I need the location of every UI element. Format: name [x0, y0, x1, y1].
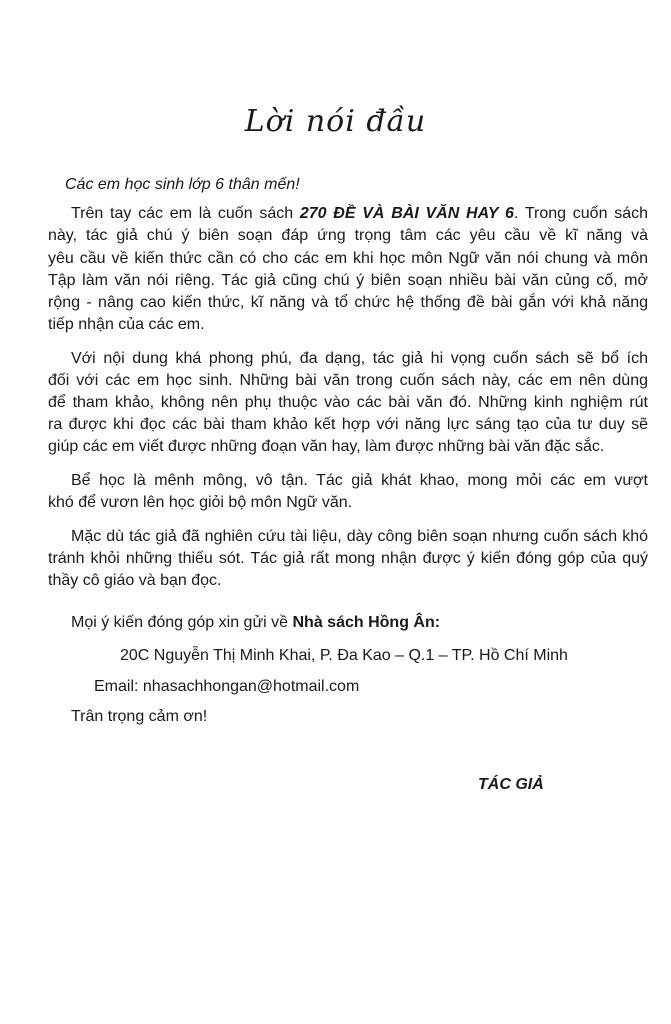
- paragraph-3-line-1: Bể học là mênh mông, vô tận. Tác giả khát khao, mong mỏi các em vượt: [71, 472, 648, 489]
- paragraph-4-line-1: Mặc dù tác giả đã nghiên cứu tài liệu, dày công biên soạn nhưng cuốn sách khó: [71, 528, 648, 545]
- book-title: 270 ĐỀ VÀ BÀI VĂN HAY 6: [299, 205, 514, 222]
- paragraph-2-line-1: Với nội dung khá phong phú, đa dạng, tác giả hi vọng cuốn sách sẽ bổ ích: [71, 350, 648, 367]
- text: Trên tay các em là cuốn sách: [71, 205, 300, 222]
- greeting: Các em học sinh lớp 6 thân mến!: [65, 176, 300, 193]
- paragraph-1-line-5: rộng - nâng cao kiến thức, kĩ năng và tổ chức hệ thống đề bài gắn với khả năng: [48, 294, 648, 311]
- paragraph-1-line-1: [48, 203, 648, 225]
- publisher-name: Nhà sách Hồng Ân: [292, 614, 435, 631]
- paragraph-1-line-4: Tập làm văn nói riêng. Tác giả cũng chú ý biên soạn nhiều bài văn củng cố, mở: [48, 272, 648, 289]
- paragraph-4-line-2: tránh khỏi những thiếu sót. Tác giả rất mong nhận được ý kiến đóng góp của quý: [48, 550, 648, 567]
- page-title: Lời nói đầu: [244, 104, 427, 139]
- paragraph-4-line-3: thầy cô giáo và bạn đọc.: [48, 572, 222, 589]
- paragraph-3-line-2: khó để vươn lên học giỏi bộ môn Ngữ văn.: [48, 494, 353, 511]
- paragraph-2-line-3: để tham khảo, không nên phụ thuộc vào các bài văn đó. Những kinh nghiệm rút: [48, 394, 648, 411]
- colon: :: [434, 614, 441, 631]
- signature: TÁC GIẢ: [478, 776, 544, 793]
- contact-intro: [48, 612, 648, 634]
- text: Mọi ý kiến đóng góp xin gửi về: [71, 614, 293, 631]
- paragraph-1-line-6: tiếp nhận của các em.: [48, 316, 205, 333]
- contact-address: 20C Nguyễn Thị Minh Khai, P. Đa Kao – Q.1 – TP. Hồ Chí Minh: [120, 647, 568, 664]
- paragraph-1-line-2: này, tác giả chú ý biên soạn đáp ứng trọng tâm các yêu cầu về kĩ năng và: [48, 227, 648, 244]
- text: . Trong cuốn sách: [513, 205, 649, 222]
- paragraph-2-line-4: ra được khi đọc các bài tham khảo kết hợp với năng lực sáng tạo của tư duy sẽ: [48, 416, 648, 433]
- paragraph-2-line-5: giúp các em viết được những đoạn văn hay, làm được những bài văn đặc sắc.: [48, 438, 605, 455]
- paragraph-1-line-3: yêu cầu về kiến thức cần có cho các em khi học môn Ngữ văn nói chung và môn: [48, 250, 648, 267]
- paragraph-2-line-2: đối với các em học sinh. Những bài văn trong cuốn sách này, các em nên dùng: [48, 372, 648, 389]
- contact-email: Email: nhasachhongan@hotmail.com: [94, 678, 360, 695]
- thanks: Trân trọng cảm ơn!: [71, 708, 208, 725]
